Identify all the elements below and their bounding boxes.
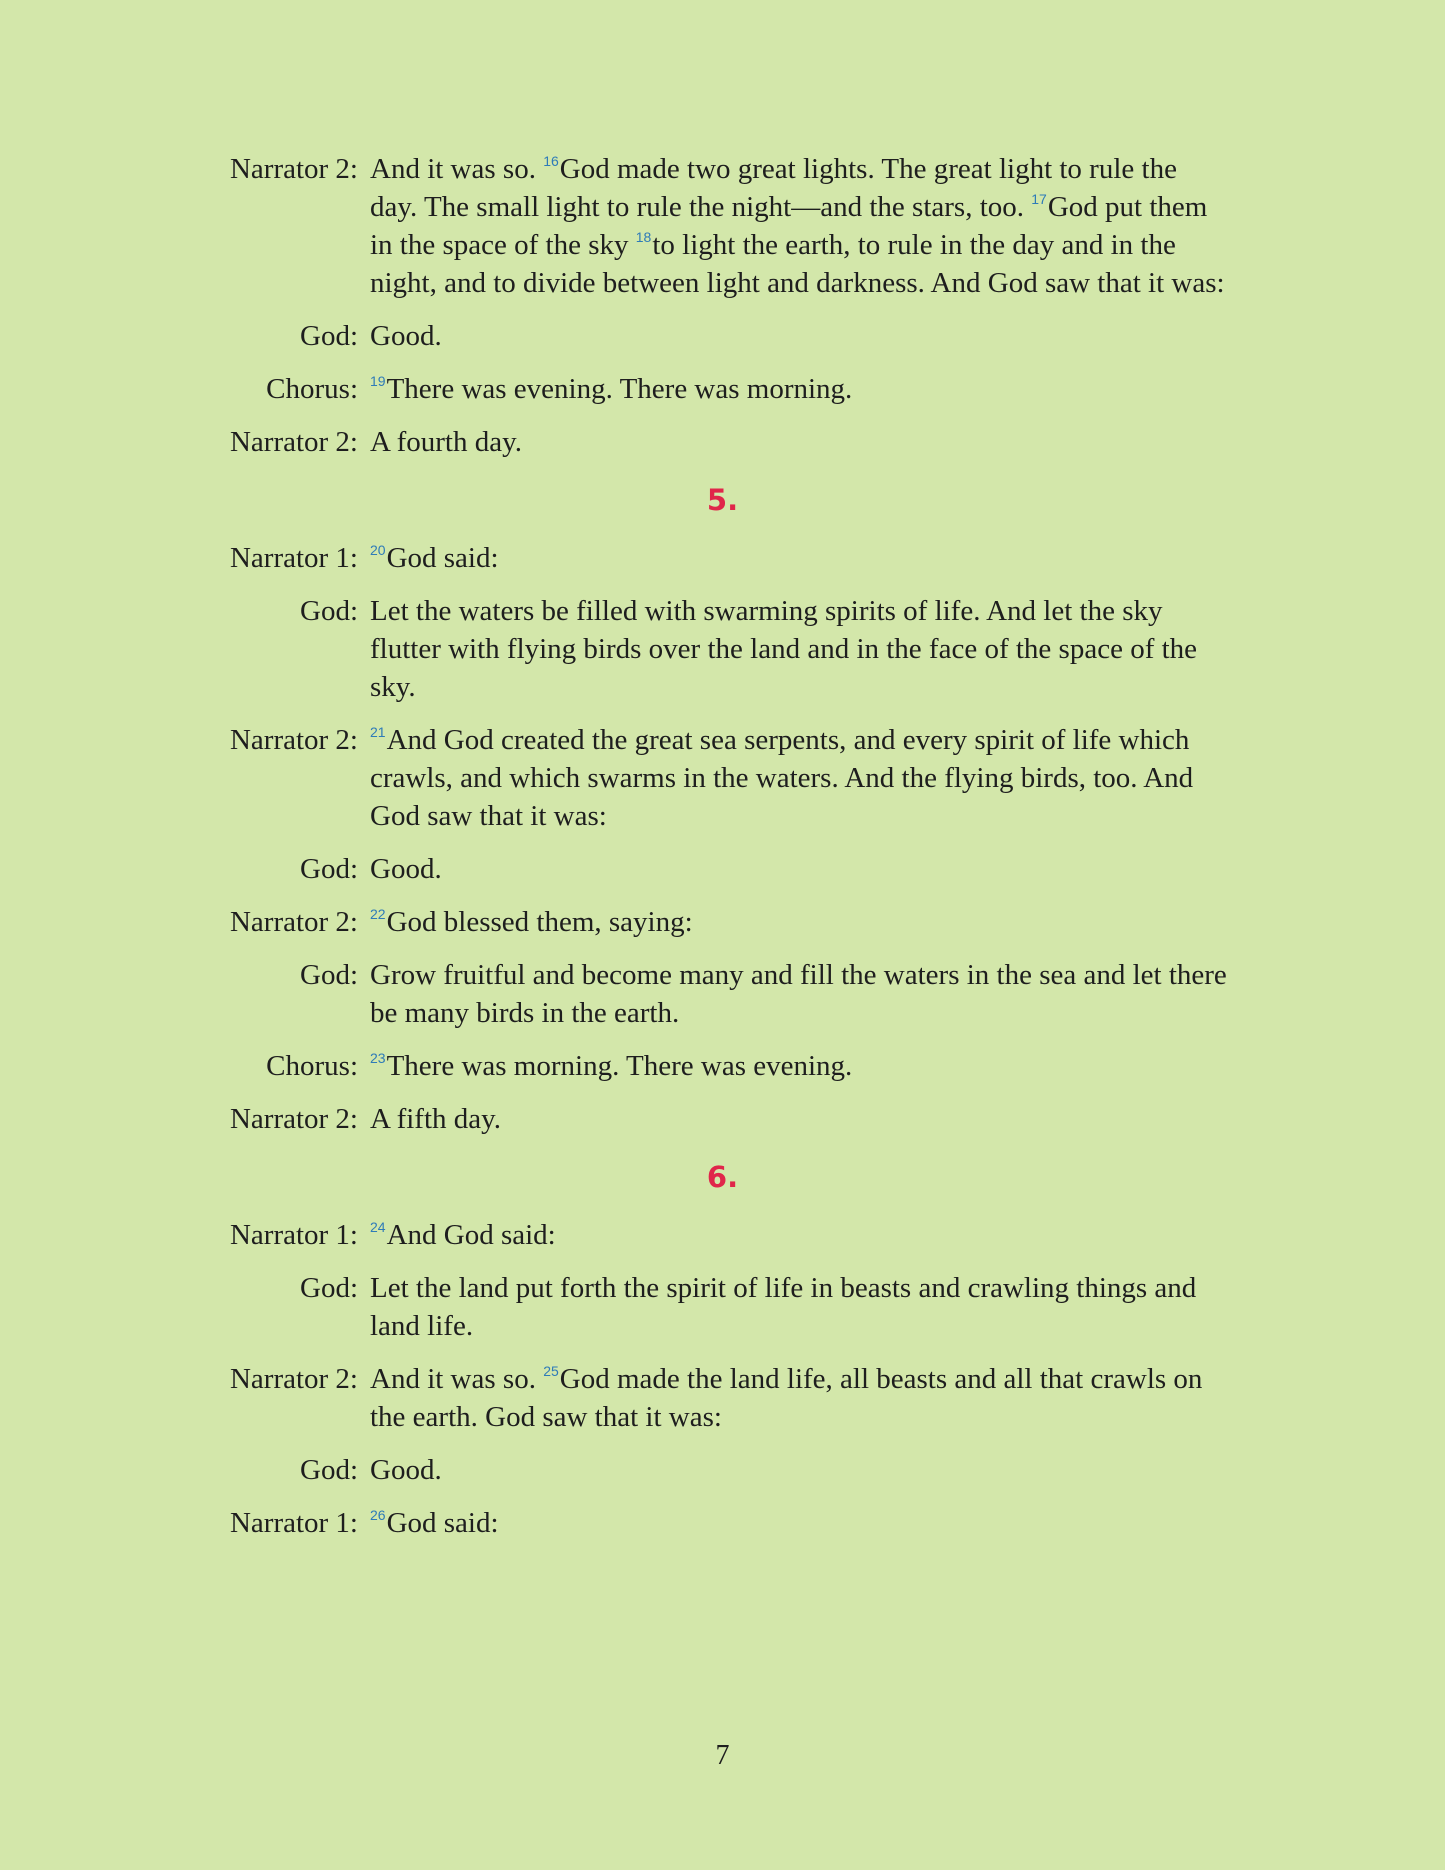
section-heading: 6. bbox=[706, 1160, 739, 1194]
verse-number: 19 bbox=[370, 373, 386, 389]
dialogue-text bbox=[370, 317, 1230, 355]
script-line bbox=[0, 150, 1445, 302]
dialogue-text bbox=[370, 1269, 1230, 1345]
dialogue-text bbox=[370, 1100, 1230, 1138]
script-line bbox=[0, 903, 1445, 941]
dialogue-text bbox=[370, 592, 1230, 706]
speaker-label: Chorus: bbox=[266, 1050, 358, 1082]
dialogue-segment: God made the land life, all beasts and all that crawls on the earth. God saw that it was: bbox=[370, 1363, 1203, 1433]
dialogue-segment: A fifth day. bbox=[370, 1103, 502, 1135]
dialogue-text bbox=[370, 539, 1230, 577]
page-number: 7 bbox=[715, 1740, 730, 1771]
speaker-label: Chorus: bbox=[266, 373, 358, 405]
dialogue-text bbox=[370, 721, 1230, 835]
speaker-label: Narrator 1: bbox=[229, 1507, 358, 1539]
verse-number: 25 bbox=[543, 1363, 559, 1379]
dialogue-segment: Good. bbox=[370, 853, 442, 885]
verse-number: 21 bbox=[370, 724, 386, 740]
verse-number: 18 bbox=[635, 229, 652, 245]
speaker-label: God: bbox=[300, 320, 358, 352]
speaker-label: God: bbox=[300, 1272, 358, 1304]
dialogue-segment: God said: bbox=[386, 542, 499, 574]
dialogue-segment: And God created the great sea serpents, and every spirit of life which crawls, and which swarms in the waters. And the flying birds, too. And God saw that it was: bbox=[370, 724, 1194, 832]
script-line bbox=[0, 1504, 1445, 1542]
speaker-label: God: bbox=[300, 959, 358, 991]
speaker-label: Narrator 2: bbox=[229, 724, 358, 756]
speaker-label: Narrator 2: bbox=[229, 1103, 358, 1135]
script-line bbox=[0, 1047, 1445, 1085]
script-line bbox=[0, 370, 1445, 408]
dialogue-text bbox=[370, 1047, 1230, 1085]
verse-number: 20 bbox=[370, 542, 386, 558]
dialogue-text bbox=[370, 423, 1230, 461]
verse-number: 23 bbox=[370, 1050, 386, 1066]
verse-number: 22 bbox=[370, 906, 386, 922]
script-line bbox=[0, 539, 1445, 577]
dialogue-segment: Good. bbox=[370, 1454, 442, 1486]
speaker-label: Narrator 1: bbox=[229, 1219, 358, 1251]
dialogue-text bbox=[370, 956, 1230, 1032]
dialogue-segment: to light the earth, to rule in the day and in the night, and to divide between light and darkness. And God saw that it was: bbox=[370, 229, 1225, 299]
dialogue-segment: Good. bbox=[370, 320, 442, 352]
script-line bbox=[0, 1451, 1445, 1489]
dialogue-segment: A fourth day. bbox=[370, 426, 522, 458]
script-line bbox=[0, 1100, 1445, 1138]
script-line bbox=[0, 1216, 1445, 1254]
verse-number: 16 bbox=[543, 153, 559, 169]
dialogue-text bbox=[370, 850, 1230, 888]
section-heading: 5. bbox=[706, 483, 739, 517]
dialogue-segment: Let the waters be filled with swarming spirits of life. And let the sky flutter with flying birds over the land and in the face of the space of the sky. bbox=[370, 595, 1198, 703]
script-line bbox=[0, 721, 1445, 835]
dialogue-segment: God made two great lights. The great light to rule the day. The small light to rule the night—and the stars, too. bbox=[370, 153, 1177, 223]
dialogue-segment: Grow fruitful and become many and fill the waters in the sea and let there be many birds in the earth. bbox=[370, 959, 1227, 1029]
speaker-label: Narrator 2: bbox=[229, 1363, 358, 1395]
dialogue-text bbox=[370, 903, 1230, 941]
script-line bbox=[0, 1360, 1445, 1436]
script-line bbox=[0, 1269, 1445, 1345]
script-line bbox=[0, 317, 1445, 355]
dialogue-segment: God said: bbox=[386, 1507, 499, 1539]
speaker-label: Narrator 1: bbox=[229, 542, 358, 574]
dialogue-text bbox=[370, 1216, 1230, 1254]
dialogue-segment: Let the land put forth the spirit of life in beasts and crawling things and land life. bbox=[370, 1272, 1197, 1342]
dialogue-segment: God put them in the space of the sky bbox=[370, 191, 1208, 261]
verse-number: 26 bbox=[370, 1507, 386, 1523]
verse-number: 17 bbox=[1031, 191, 1047, 207]
dialogue-text bbox=[370, 1451, 1230, 1489]
dialogue-segment: And it was so. bbox=[370, 1363, 544, 1395]
dialogue-text bbox=[370, 370, 1230, 408]
script-body bbox=[0, 150, 1445, 1557]
verse-number: 24 bbox=[370, 1219, 386, 1235]
speaker-label: God: bbox=[300, 853, 358, 885]
script-line bbox=[0, 423, 1445, 461]
dialogue-segment: There was morning. There was evening. bbox=[386, 1050, 853, 1082]
dialogue-text bbox=[370, 1360, 1230, 1436]
dialogue-segment: God blessed them, saying: bbox=[386, 906, 693, 938]
dialogue-segment: And it was so. bbox=[370, 153, 544, 185]
dialogue-text bbox=[370, 1504, 1230, 1542]
dialogue-segment: And God said: bbox=[386, 1219, 556, 1251]
dialogue-text bbox=[370, 150, 1230, 302]
speaker-label: Narrator 2: bbox=[229, 153, 358, 185]
speaker-label: God: bbox=[300, 1454, 358, 1486]
script-line bbox=[0, 592, 1445, 706]
speaker-label: Narrator 2: bbox=[229, 426, 358, 458]
dialogue-segment: There was evening. There was morning. bbox=[386, 373, 853, 405]
speaker-label: God: bbox=[300, 595, 358, 627]
script-line bbox=[0, 850, 1445, 888]
script-line bbox=[0, 956, 1445, 1032]
speaker-label: Narrator 2: bbox=[229, 906, 358, 938]
